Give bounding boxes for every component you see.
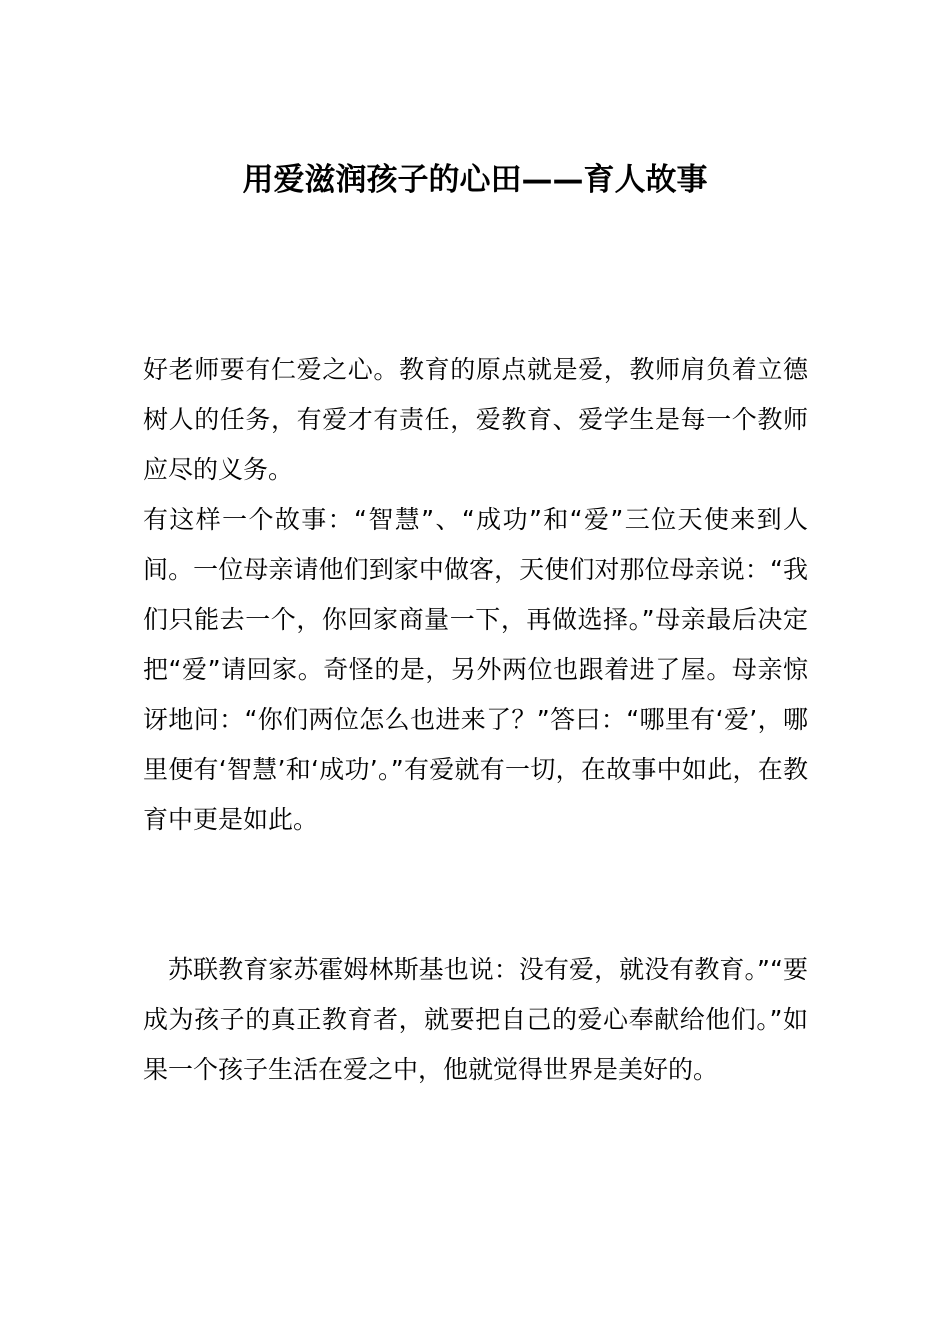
paragraph-2: 有这样一个故事：“智慧”、“成功”和“爱”三位天使来到人间。一位母亲请他们到家中做客，天使们对那位母亲说：“我们只能去一个，你回家商量一下，再做选择。”母亲最后决定把“爱”请回家。奇怪的是，另外两位也跟着进了屋。母亲惊讶地问：“你们两位怎么也进来了？”答曰：“哪里有‘爱’，哪里便有‘智慧’和‘成功’。”有爱就有一切，在故事中如此，在教育中更是如此。 (143, 505, 808, 834)
paragraph-3: 苏联教育家苏霍姆林斯基也说：没有爱，就没有教育。”“要成为孩子的真正教育者，就要把自己的爱心奉献给他们。”如果一个孩子生活在爱之中，他就觉得世界是美好的。 (143, 955, 808, 1084)
body-text-block (143, 345, 808, 845)
body-text-block-2 (143, 945, 808, 1095)
paragraph-1: 好老师要有仁爱之心。教育的原点就是爱，教师肩负着立德树人的任务，有爱才有责任，爱教育、爱学生是每一个教师应尽的义务。 (143, 355, 808, 484)
document-title: 用爱滋润孩子的心田——育人故事 (242, 162, 708, 198)
